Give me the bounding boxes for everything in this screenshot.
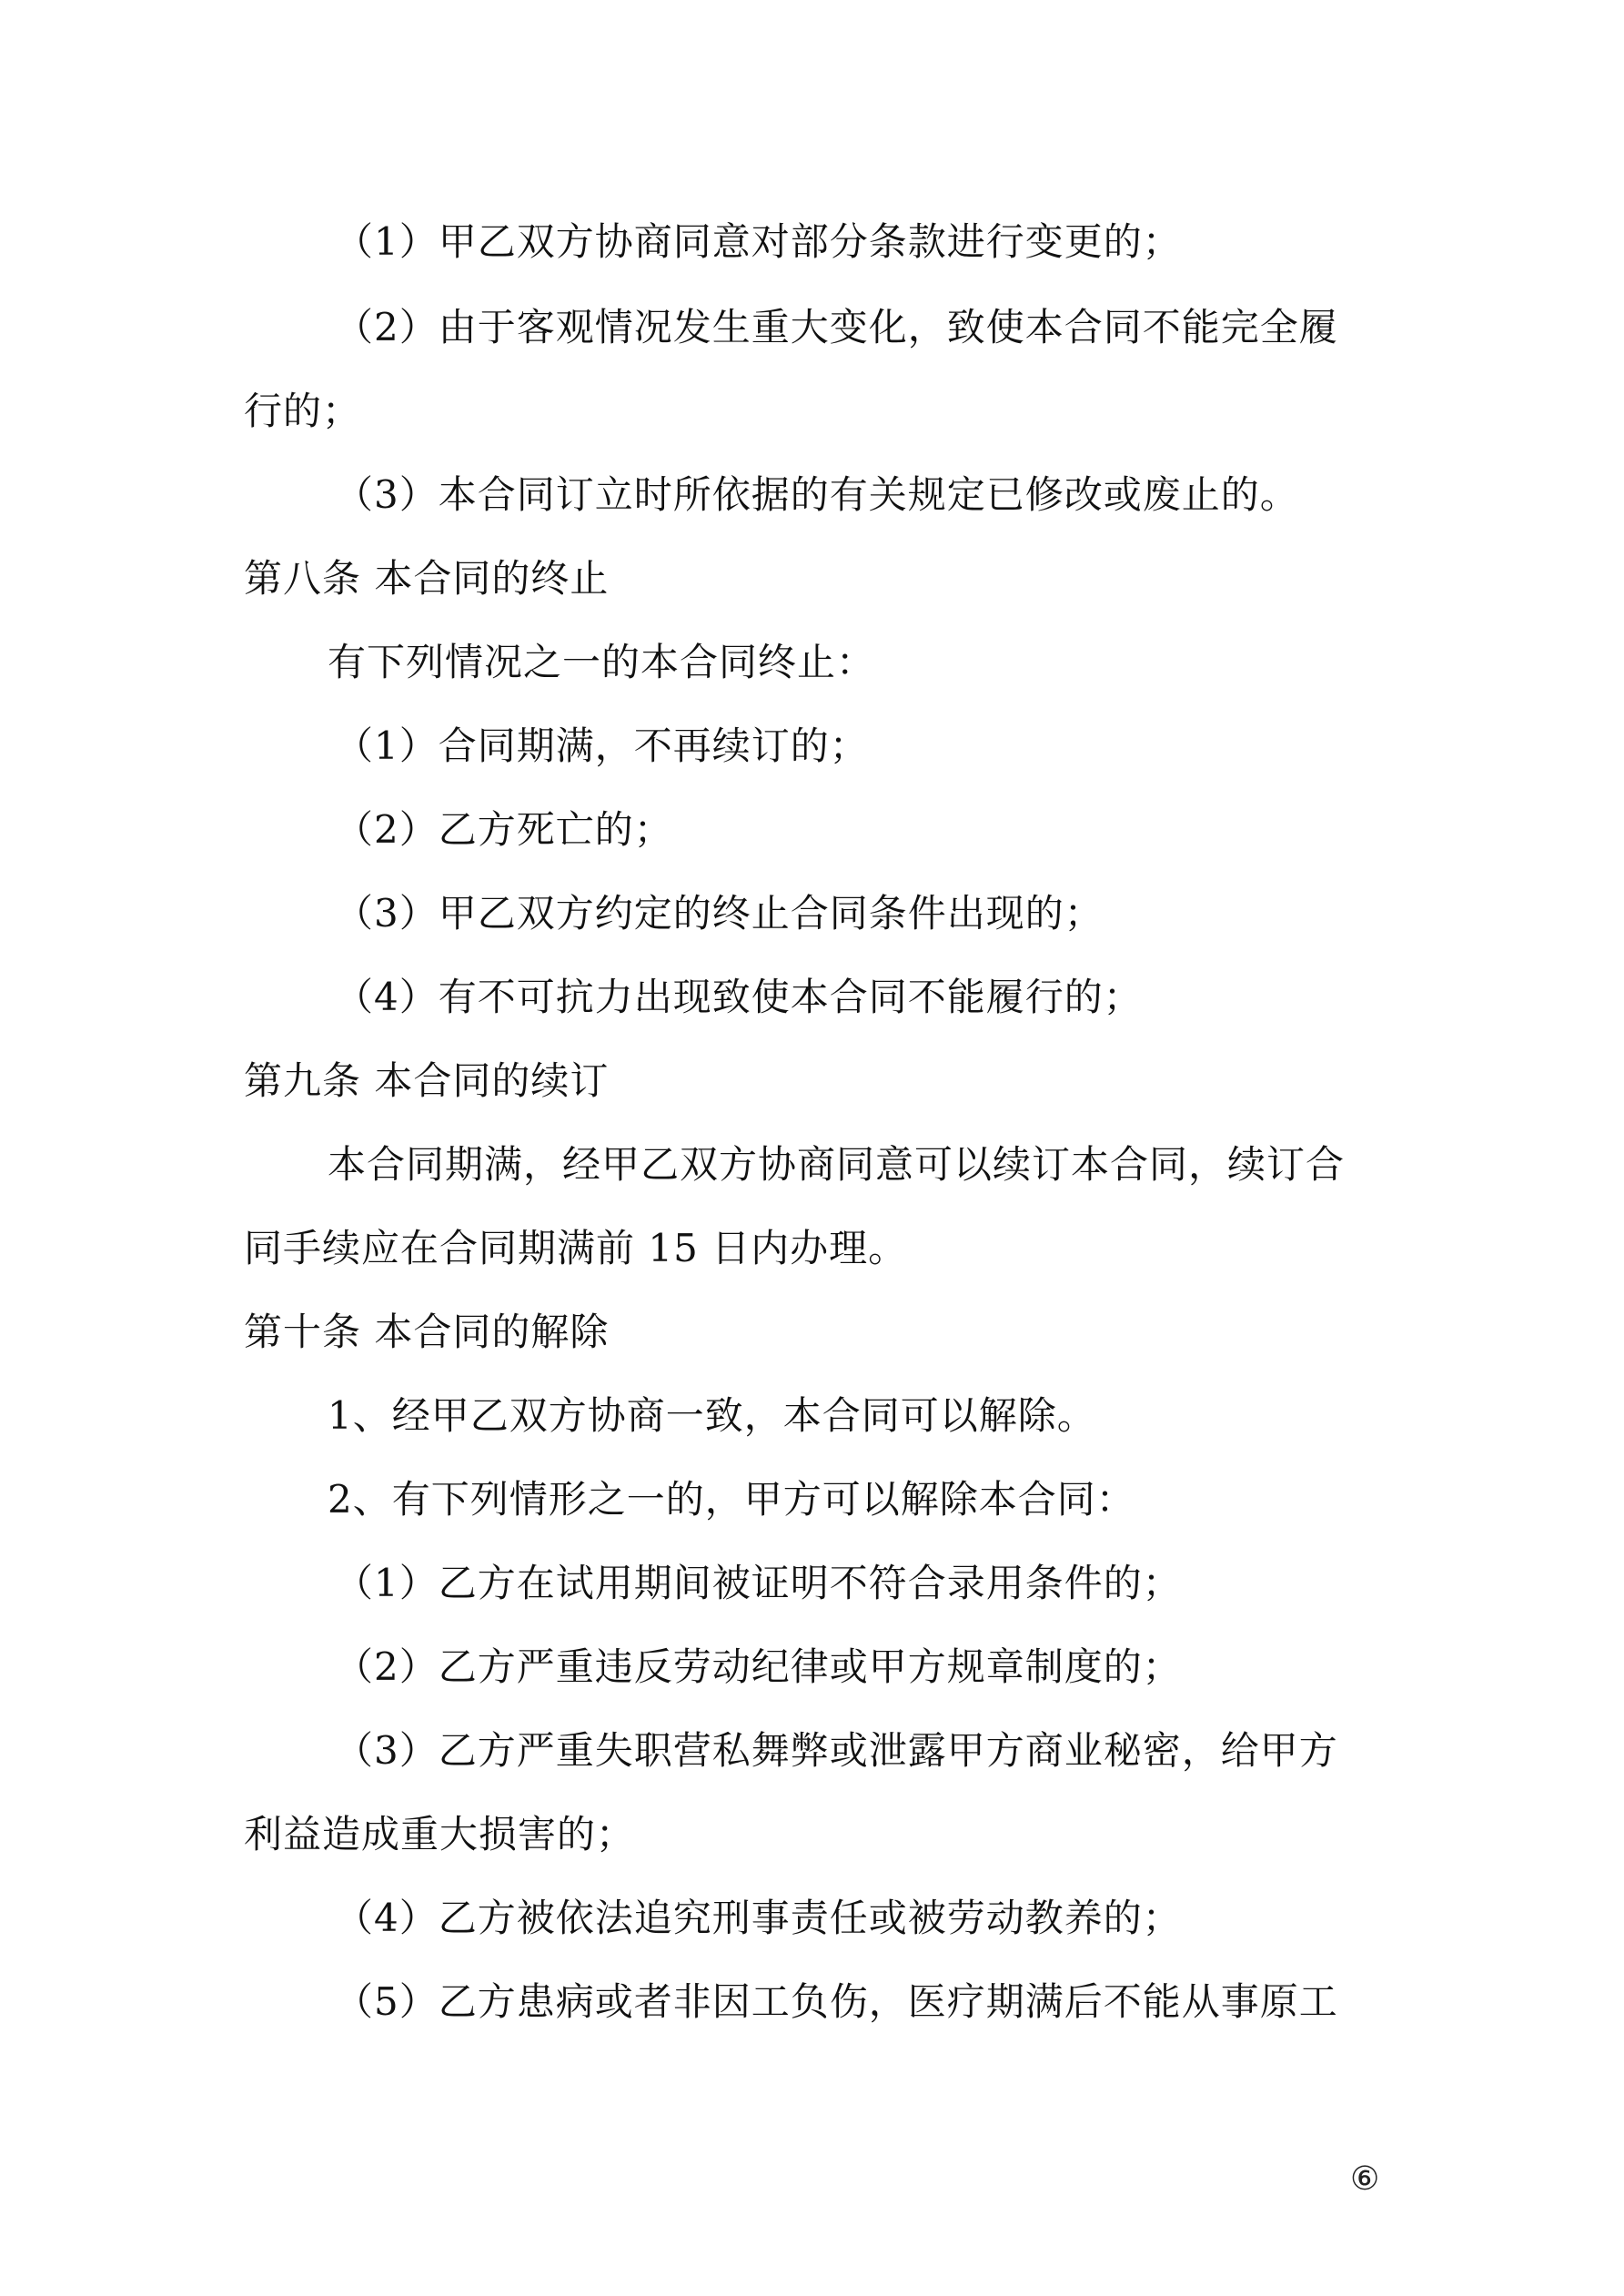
clause-9-text: 本合同期满，经甲乙双方协商同意可以续订本合同，续订合: [328, 1142, 1346, 1187]
clause-7-item-3: （3）本合同订立时所依据的有关规定已修改或废止的。: [335, 472, 1299, 517]
heading-clause-9: 第九条 本合同的续订: [244, 1058, 610, 1103]
heading-clause-10: 第十条 本合同的解除: [244, 1310, 610, 1354]
page-number: ⑥: [1350, 2160, 1380, 2198]
clause-10-item-5: （5）乙方患病或者非因工负伤，医疗期满后不能从事原工: [335, 1979, 1338, 2024]
clause-10-item-2: （2）乙方严重违反劳动纪律或甲方规章制度的；: [335, 1644, 1182, 1689]
clause-8-item-2: （2）乙方死亡的；: [335, 807, 673, 852]
clause-8-item-4: （4）有不可抗力出现致使本合同不能履行的；: [335, 975, 1143, 1019]
clause-10-item-3-cont: 利益造成重大损害的；: [244, 1812, 636, 1856]
clause-10-point-1: 1、经甲乙双方协商一致，本合同可以解除。: [328, 1393, 1096, 1438]
clause-10-item-4: （4）乙方被依法追究刑事责任或被劳动教养的；: [335, 1896, 1182, 1940]
clause-7-item-2: （2）由于客观情况发生重大变化，致使本合同不能完全履: [335, 305, 1338, 349]
heading-clause-8: 第八条 本合同的终止: [244, 556, 610, 601]
clause-10-item-3: （3）乙方严重失职营私舞弊或泄露甲方商业秘密，给甲方: [335, 1728, 1338, 1773]
clause-7-item-2-cont: 行的；: [244, 389, 362, 433]
clause-8-item-1: （1）合同期满，不再续订的；: [335, 723, 869, 768]
clause-8-item-3: （3）甲乙双方约定的终止合同条件出现的；: [335, 891, 1104, 936]
clause-10-point-2: 2、有下列情形之一的，甲方可以解除本合同：: [328, 1477, 1135, 1522]
clause-9-text-cont: 同手续应在合同期满前 15 日内办理。: [244, 1226, 908, 1270]
clause-8-intro: 有下列情况之一的本合同终止：: [328, 640, 876, 684]
clause-7-item-1: （1）甲乙双方协商同意对部分条款进行变更的；: [335, 219, 1182, 264]
clause-10-item-1: （1）乙方在试用期间被证明不符合录用条件的；: [335, 1561, 1182, 1605]
